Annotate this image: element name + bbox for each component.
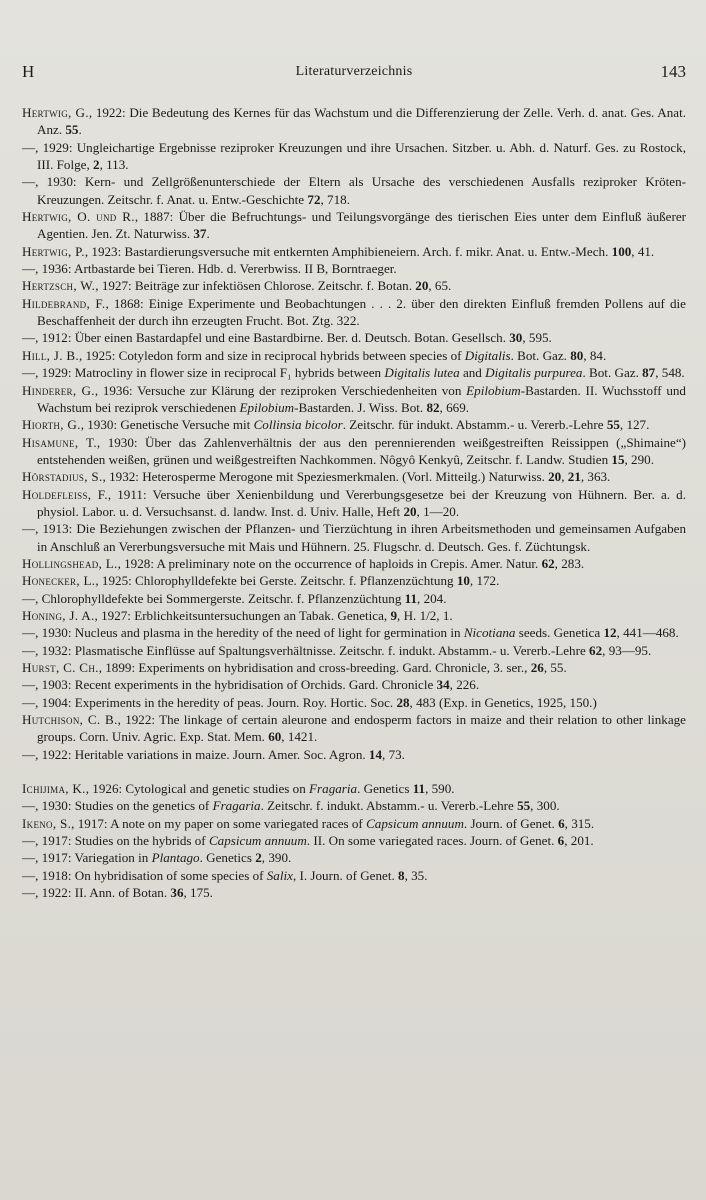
reference-text: 37 (193, 226, 207, 242)
reference-entry (22, 849, 686, 866)
reference-text: Nicotiana (463, 625, 516, 641)
reference-text: , 172. (469, 573, 500, 589)
reference-text: , 1922: The linkage of certain aleurone and endosperm factors in maize and their relation to other linkage groups. Corn. Univ. Agric. Exp. Stat. Mem. (37, 712, 686, 745)
reference-text: 21 (567, 469, 581, 485)
reference-text: , (561, 469, 568, 485)
reference-text: 6 (558, 815, 565, 831)
reference-entry (22, 347, 686, 364)
reference-text: , 73. (382, 746, 405, 762)
reference-text: , 283. (554, 555, 585, 571)
reference-text: , H. 1/2, 1. (397, 607, 453, 623)
reference-text: , 204. (417, 590, 447, 606)
reference-text: 6 (557, 833, 565, 849)
reference-entry (22, 694, 686, 711)
reference-text: , 1922: Die Bedeutung des Kernes für das Wachstum und die Differenzierung der Zelle. Verh. d. anat. Ges. Anat. Anz. (37, 105, 686, 138)
reference-text: , 1925: Cotyledon form and size in reciprocal hybrids between species of (78, 347, 465, 363)
reference-text: , 1927: Beiträge zur infektiösen Chlorose. Zeitschr. f. Botan. (95, 278, 416, 294)
reference-list (22, 104, 686, 901)
reference-text: —, 1912: Über einen Bastardapfel und eine Bastardbirne. Ber. d. Deutsch. Botan. Gesellsch. (22, 330, 510, 346)
reference-text: —, 1929: Ungleichartige Ergebnisse reziproker Kreuzungen und ihre Ursachen. Sitzber. u. Abh. d. Naturf. Ges. zu Rostock, III. Folge, (22, 139, 686, 173)
reference-text: 100 (611, 243, 632, 259)
reference-text: , 1928: A preliminary note on the occurrence of haploids in Crepis. Amer. Natur. (117, 555, 542, 571)
reference-text: , 595. (522, 330, 552, 346)
reference-text: 62 (589, 642, 603, 658)
reference-author: Hertwig, P. (22, 243, 85, 259)
reference-text: . Genetics (357, 781, 413, 797)
reference-text: 34 (436, 677, 450, 693)
reference-text: . II. On some variegated races. Journ. of Genet. (306, 833, 558, 849)
reference-text: —, 1918: On hybridisation of some species of (22, 867, 267, 883)
reference-text: , I. Journ. of Genet. (292, 867, 399, 883)
reference-entry (22, 867, 686, 884)
reference-text: , 1932: Heterosperme Merogone mit Speziesmerkmalen. (Vorl. Mitteilg.) Naturwiss. (102, 469, 549, 485)
reference-author: Hertwig, O. und R. (22, 209, 135, 225)
reference-text: , 1930: Genetische Versuche mit (80, 417, 254, 433)
reference-author: Ikeno, S. (22, 815, 72, 831)
reference-text: , 55. (543, 660, 567, 675)
reference-text: —, 1936: Artbastarde bei Tieren. Hdb. d. Vererbwiss. II B, Borntraeger. (22, 261, 397, 277)
reference-text: . (78, 122, 82, 138)
reference-text: seeds. Genetica (515, 625, 604, 641)
reference-text: 15 (611, 451, 625, 467)
reference-author: Hertwig, G. (22, 105, 89, 120)
reference-text: , 1421. (281, 729, 318, 745)
reference-text: 2 (93, 157, 100, 173)
reference-text: , 483 (Exp. in Genetics, 1925, 150.) (409, 694, 597, 710)
reference-entry (22, 642, 686, 659)
reference-author: Honing, J. A. (22, 607, 95, 623)
reference-author: Hörstadius, S. (22, 469, 103, 485)
reference-text: 12 (603, 625, 617, 641)
reference-entry (22, 607, 686, 624)
section-letter: H (22, 62, 35, 81)
reference-text: , 669. (439, 399, 470, 415)
reference-entry (22, 711, 686, 746)
reference-author: Hinderer, G. (22, 382, 95, 398)
running-header (22, 62, 686, 86)
reference-text: Epilobium (239, 399, 295, 415)
reference-entry (22, 520, 686, 555)
reference-text: -Bastarden. J. Wiss. Bot. (294, 399, 427, 415)
reference-text: , 548. (655, 365, 685, 381)
reference-text: 8 (398, 867, 405, 883)
reference-author: Hildebrand, F. (22, 295, 106, 311)
reference-text: 55 (65, 122, 79, 138)
reference-text: , 363. (580, 469, 611, 485)
reference-entry (22, 208, 686, 243)
reference-author: Hill, J. B. (22, 347, 79, 363)
reference-text: —, 1929: Matrocliny in flower size in reciprocal F₁ hybrids between (22, 365, 385, 381)
reference-entry (22, 173, 686, 208)
reference-text: , 113. (99, 157, 129, 173)
reference-text: . Genetics (199, 850, 256, 866)
reference-text: 87 (642, 365, 656, 381)
reference-text: 20 (415, 278, 429, 294)
reference-text: Collinsia bicolor (253, 417, 343, 433)
reference-text: . Zeitschr. für indukt. Abstamm.- u. Vererb.-Lehre (342, 417, 607, 433)
reference-text: 55 (606, 417, 620, 433)
reference-text: , 175. (183, 885, 213, 901)
reference-text: Epilobium (466, 382, 521, 398)
reference-text: , 590. (425, 781, 455, 797)
reference-entry (22, 434, 686, 469)
reference-text: 55 (517, 798, 531, 814)
reference-text: 28 (396, 694, 410, 710)
reference-text: . Zeitschr. f. indukt. Abstamm.- u. Vererb.-Lehre (260, 798, 518, 814)
reference-text: Fragaria (309, 781, 358, 797)
reference-text: 60 (268, 729, 282, 745)
reference-text: —, 1930: Nucleus and plasma in the heredity of the need of light for germination in (22, 625, 464, 641)
reference-text: —, 1904: Experiments in the heredity of peas. Journ. Roy. Hortic. Soc. (22, 694, 397, 710)
reference-text: , 84. (583, 347, 607, 363)
reference-entry (22, 815, 686, 832)
reference-text: . Bot. Gaz. (582, 365, 643, 381)
reference-text: , 1911: Versuche über Xenienbildung und Vererbungsgesetze bei der Kreuzung von Hühnern. Ber. a. d. physiol. Labor. u. d. Versuchsanst. d. landw. Inst. d. Univ. Halle, Heft (37, 486, 686, 519)
reference-entry (22, 416, 686, 433)
reference-entry (22, 832, 686, 849)
reference-text: —, 1930: Kern- und Zellgrößenunterschiede der Eltern als Ursache des verschiedenen Ausfalls reziproker Kröten-Kreuzungen. Zeitschr. f. Anat. u. Entw.-Geschichte (22, 174, 686, 207)
reference-entry (22, 486, 686, 521)
reference-text: , 127. (619, 417, 650, 433)
reference-author: Honecker, L. (22, 573, 96, 589)
reference-text: , 1930: Über das Zahlenverhältnis der aus den perennierenden weißgestreiften Reissippen („Shimaine“) entstehenden weißen, grünen und weißgestreiften Nachkommen. Nôgyô Kenkyû, Zeitschr. f. Landw. Studien (37, 434, 686, 467)
reference-author: Hutchison, C. B. (22, 712, 118, 728)
reference-text: 11 (412, 781, 426, 797)
reference-entry (22, 382, 686, 417)
reference-text: —, 1922: II. Ann. of Botan. (22, 885, 171, 901)
reference-text: —, Chlorophylldefekte bei Sommergerste. Zeitschr. f. Pflanzenzüchtung (22, 590, 405, 606)
reference-text: 10 (456, 573, 470, 589)
reference-text: 20 (403, 503, 417, 519)
reference-text: , 1899: Experiments on hybridisation and cross-breeding. Gard. Chronicle, 3. ser., (98, 660, 531, 675)
reference-text: 30 (509, 330, 523, 346)
reference-text: , 1936: Versuche zur Klärung der reziproken Verschiedenheiten von (94, 382, 467, 398)
reference-entry (22, 364, 686, 381)
reference-text: 72 (307, 191, 321, 207)
reference-text: 11 (404, 590, 418, 606)
page-title: Literaturverzeichnis (295, 64, 413, 79)
reference-author: Hollingshead, L. (22, 555, 118, 571)
reference-entry (22, 884, 686, 901)
reference-text: , 1917: A note on my paper on some variegated races of (71, 815, 367, 831)
reference-text: , 718. (320, 191, 350, 207)
reference-entry (22, 572, 686, 589)
reference-text: Digitalis purpurea (485, 365, 583, 381)
reference-entry (22, 780, 686, 797)
reference-text: , 1927: Erblichkeitsuntersuchungen an Tabak. Genetica, (94, 607, 391, 623)
reference-author: Hurst, C. Ch. (22, 660, 99, 675)
reference-text: 2 (255, 850, 262, 866)
reference-text: —, 1913: Die Beziehungen zwischen der Pflanzen- und Tierzüchtung in ihren Arbeitsmethoden und gemeinsamen Aufgaben in Anschluß an Vererbungsversuche mit Mais und Hühnern. 25. Flugschr. d. Deutsch. Ges. f. Züchtungsk. (22, 521, 686, 554)
reference-text: 36 (170, 885, 184, 901)
reference-text: , 390. (261, 850, 292, 866)
reference-text: 62 (541, 555, 555, 571)
reference-text: , 226. (449, 677, 480, 693)
reference-text: . Journ. of Genet. (463, 815, 559, 831)
reference-text: , 1923: Bastardierungsversuche mit entkernten Amphibieneiern. Arch. f. mikr. Anat. u. Entw.-Mech. (84, 243, 612, 259)
reference-text: . (206, 226, 210, 242)
reference-text: Digitalis (464, 347, 511, 363)
reference-text: Capsicum annuum (366, 815, 464, 831)
reference-text: , 1—20. (416, 503, 460, 519)
reference-text: , 35. (404, 867, 428, 883)
reference-text: —, 1917: Studies on the hybrids of (22, 833, 209, 849)
reference-entry (22, 260, 686, 277)
reference-entry (22, 104, 686, 139)
reference-entry (22, 295, 686, 330)
reference-text: 82 (426, 399, 440, 415)
reference-entry (22, 243, 686, 260)
reference-text: , 290. (624, 451, 654, 467)
reference-text: , 1887: Über die Befruchtungs- und Teilungsvorgänge des tierischen Eies unter dem Einfluß äußerer Agentien. Jen. Zt. Naturwiss. (37, 209, 687, 242)
reference-text: and (459, 365, 486, 381)
reference-text: 9 (390, 607, 398, 623)
reference-entry (22, 329, 686, 346)
reference-text: Fragaria (212, 798, 261, 814)
reference-text: Salix (266, 867, 293, 883)
reference-author: Ichijima, K. (22, 781, 86, 797)
reference-entry (22, 277, 686, 294)
reference-entry (22, 676, 686, 693)
reference-text: , 315. (564, 815, 595, 831)
reference-text: , 93—95. (602, 642, 652, 658)
reference-text: —, 1930: Studies on the genetics of (22, 798, 213, 814)
reference-text: , 1868: Einige Experimente und Beobachtungen . . . 2. über den direkten Einfluß fremden Pollens auf die Beschaffenheit der durch ihn erzeugten Frucht. Bot. Ztg. 322. (37, 295, 686, 329)
reference-entry (22, 624, 686, 641)
reference-text: -Bastarden. II. Wuchsstoff und Wachstum bei reziprok verschiedenen (37, 382, 686, 415)
reference-text: , 65. (428, 278, 452, 294)
reference-text: , 300. (530, 798, 560, 814)
reference-text: —, 1903: Recent experiments in the hybridisation of Orchids. Gard. Chronicle (22, 677, 437, 693)
reference-text: Digitalis lutea (384, 365, 460, 381)
reference-text: —, 1922: Heritable variations in maize. Journ. Amer. Soc. Agron. (22, 746, 369, 762)
reference-text: 26 (530, 660, 544, 675)
reference-text: Capsicum annuum (208, 833, 307, 849)
reference-text: 20 (548, 469, 562, 485)
page-number: 143 (660, 62, 686, 81)
reference-text: , 1925: Chlorophylldefekte bei Gerste. Zeitschr. f. Pflanzenzüchtung (95, 573, 457, 589)
reference-entry (22, 590, 686, 607)
reference-text: —, 1932: Plasmatische Einflüsse auf Spaltungsverhältnisse. Zeitschr. f. indukt. Abstamm.- u. Vererb.-Lehre (22, 642, 590, 658)
reference-author: Hisamune, T. (22, 434, 97, 450)
reference-text: , 201. (564, 833, 594, 849)
reference-text: —, 1917: Variegation in (22, 850, 152, 866)
reference-entry (22, 746, 686, 763)
reference-text: Plantago (151, 850, 200, 866)
reference-entry (22, 468, 686, 485)
reference-author: Holdefleiss, F. (22, 486, 108, 502)
reference-entry (22, 659, 686, 676)
reference-text: , 1926: Cytological and genetic studies on (85, 781, 310, 797)
reference-entry (22, 555, 686, 572)
reference-text: 80 (570, 347, 584, 363)
reference-text: , 441—468. (616, 625, 679, 641)
reference-entry (22, 797, 686, 814)
reference-author: Hertzsch, W. (22, 278, 96, 294)
reference-text: 14 (368, 746, 383, 762)
reference-text: , 41. (631, 243, 655, 259)
reference-text: . Bot. Gaz. (510, 347, 571, 363)
reference-author: Hiorth, G. (22, 417, 81, 433)
reference-entry (22, 139, 686, 174)
